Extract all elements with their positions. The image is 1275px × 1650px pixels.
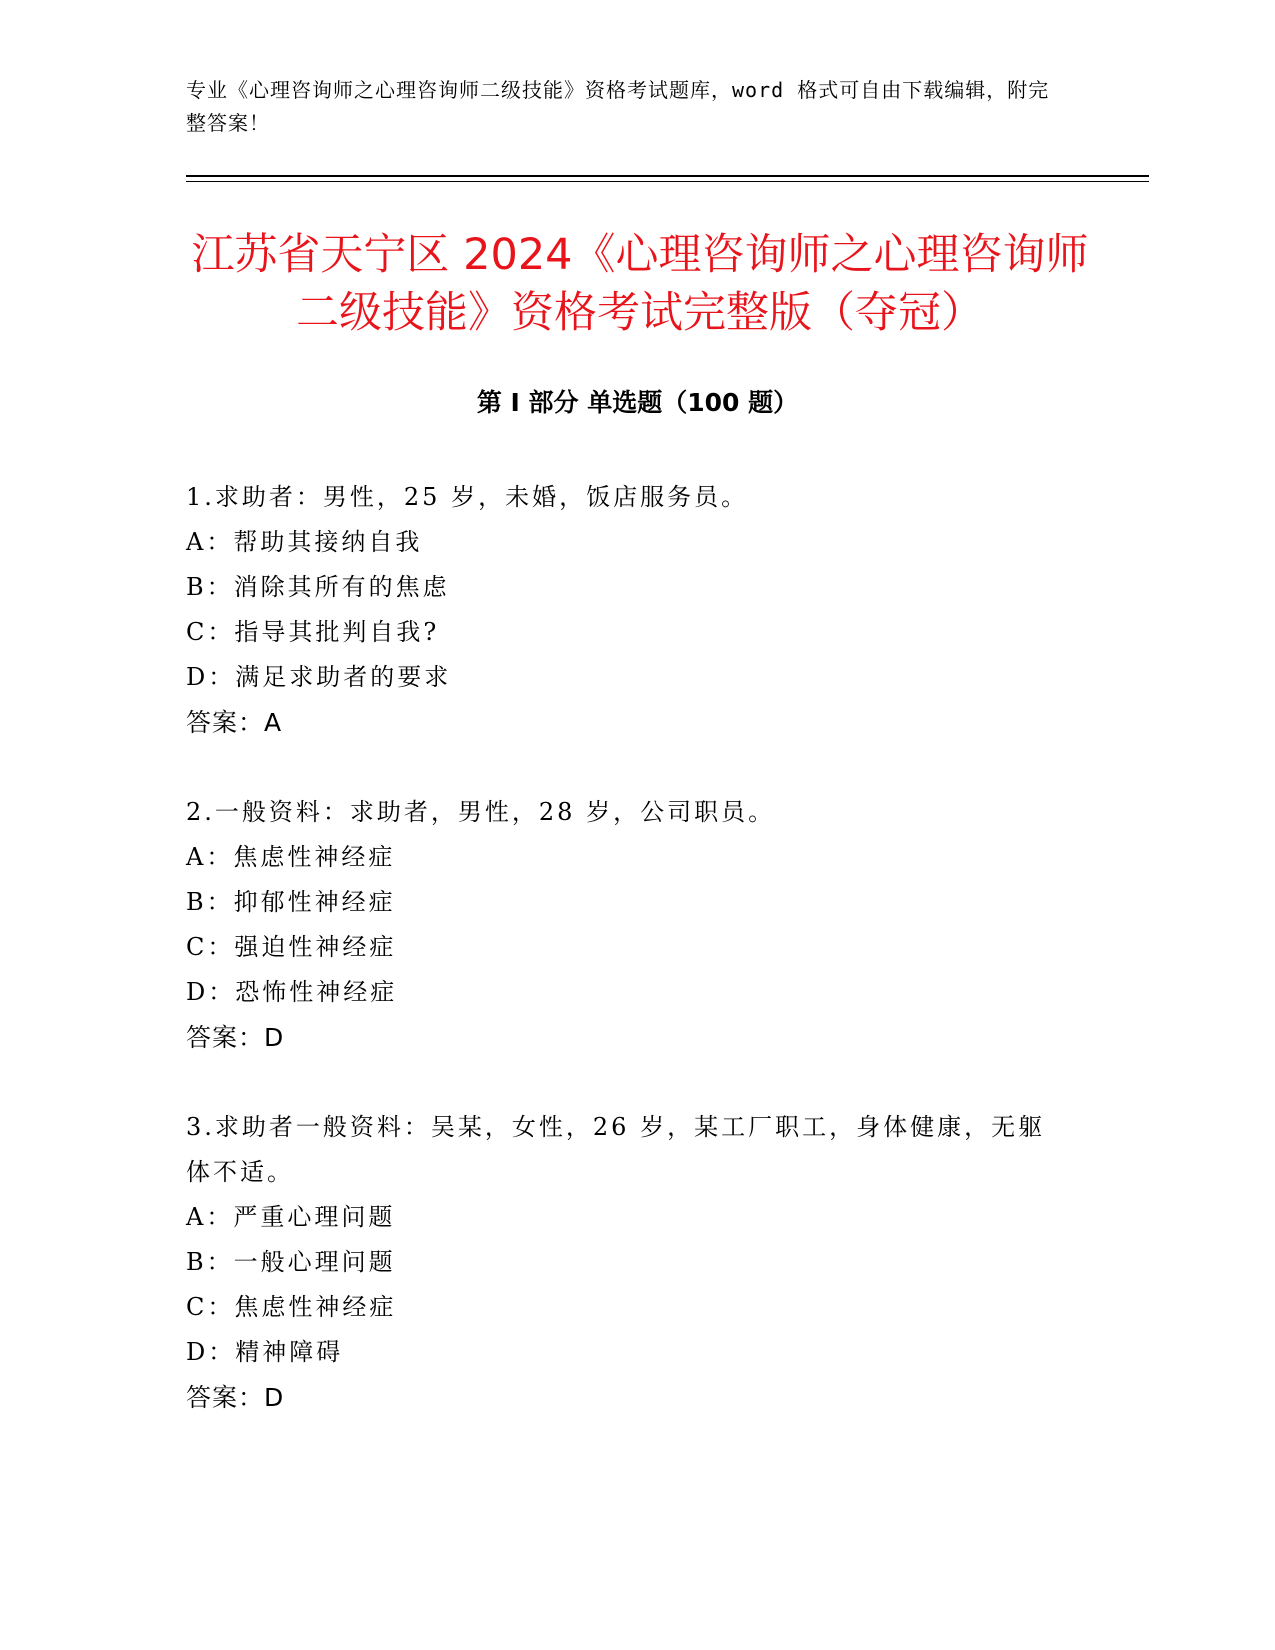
answer-line: 答案：D: [186, 1023, 285, 1052]
option-d: D：恐怖性神经症: [186, 978, 398, 1006]
option-b: B：消除其所有的焦虑: [186, 573, 450, 601]
question-item: [186, 1105, 1066, 1421]
question-stem: 1.求助者：男性，25 岁，未婚，饭店服务员。: [186, 483, 749, 511]
section-heading: 第 I 部分 单选题（100 题）: [476, 388, 799, 417]
header-note: 专业《心理咨询师之心理咨询师二级技能》资格考试题库，word 格式可自由下载编辑，附完整答案！: [186, 78, 1050, 135]
option-d: D：满足求助者的要求: [186, 663, 452, 691]
option-a: A：严重心理问题: [186, 1203, 396, 1231]
question-list: [186, 475, 1066, 1465]
header-divider-thick: [186, 175, 1149, 177]
option-a: A：焦虑性神经症: [186, 843, 396, 871]
option-b: B：抑郁性神经症: [186, 888, 396, 916]
answer-line: 答案：A: [186, 708, 283, 737]
answer-line: 答案：D: [186, 1383, 285, 1412]
question-stem: 3.求助者一般资料：吴某，女性，26 岁，某工厂职工，身体健康，无躯体不适。: [186, 1113, 1046, 1186]
option-c: C：焦虑性神经症: [186, 1293, 397, 1321]
document-title: 江苏省天宁区 2024《心理咨询师之心理咨询师二级技能》资格考试完整版（夺冠）: [191, 230, 1089, 338]
question-stem: 2.一般资料：求助者，男性，28 岁，公司职员。: [186, 798, 776, 826]
question-item: [186, 475, 1066, 746]
header-divider-thin: [186, 181, 1149, 182]
question-item: [186, 790, 1066, 1061]
option-c: C：强迫性神经症: [186, 933, 397, 961]
option-a: A：帮助其接纳自我: [186, 528, 423, 556]
option-b: B：一般心理问题: [186, 1248, 396, 1276]
option-d: D：精神障碍: [186, 1338, 344, 1366]
option-c: C：指导其批判自我?: [186, 618, 440, 646]
